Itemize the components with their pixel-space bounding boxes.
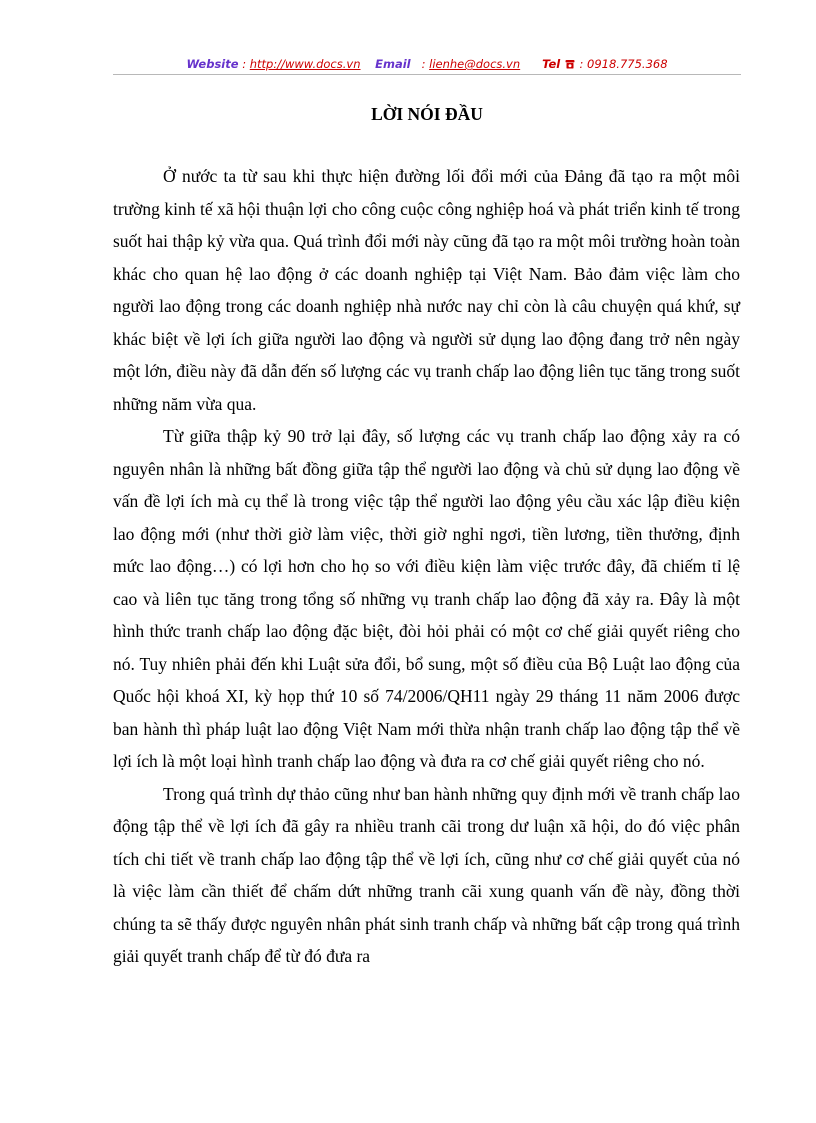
email-spacer <box>364 57 371 71</box>
paragraph-3: Trong quá trình dự thảo cũng như ban hành những quy định mới về tranh chấp lao động tập thể về lợi ích đã gây ra nhiều tranh cãi trong dư luận xã hội, do đó việc phân tích chi tiết về tranh chấp lao động tập thể về lợi ích, cũng như cơ chế giải quyết của nó là việc làm cần thiết để chấm dứt những tranh cãi xung quanh vấn đề này, đồng thời chúng ta sẽ thấy được nguyên nhân phát sinh tranh chấp và những bất cập trong quá trình giải quyết tranh chấp để từ đó đưa ra <box>113 783 740 966</box>
website-label: Website <box>186 57 239 71</box>
paragraph-2: Từ giữa thập kỷ 90 trở lại đây, số lượng các vụ tranh chấp lao động xảy ra có nguyên nhân là những bất đồng giữa tập thể người lao động và chủ sử dụng lao động về vấn đề lợi ích mà cụ thể là trong việc tập thể người lao động yêu cầu xác lập điều kiện lao động mới (như thời giờ làm việc, thời giờ nghỉ ngơi, tiền lương, tiền thưởng, định mức lao động…) có lợi hơn cho họ so với điều kiện làm việc trước đây, đã chiếm tỉ lệ cao và liên tục tăng trong tổng số những vụ tranh chấp lao động đã xảy ra. Đây là một hình thức tranh chấp lao động đặc biệt, đòi hỏi phải có một cơ chế giải quyết riêng cho nó. Tuy nhiên phải đến khi Luật sửa đổi, bổ sung, một số điều của Bộ Luật lao động của Quốc hội khoá XI, kỳ họp thứ 10 số 74/2006/QH11 ngày 29 tháng 11 năm 2006 được ban hành thì pháp luật lao động Việt Nam mới thừa nhận tranh chấp lao động tập thể về lợi ích là một loại hình tranh chấp lao động và đưa ra cơ chế giải quyết riêng cho nó. <box>113 426 740 771</box>
tel-value: : 0918.775.368 <box>579 57 668 71</box>
email-separator: : <box>414 57 430 71</box>
tel-spacer <box>524 57 539 71</box>
tel-label: Tel <box>542 57 561 71</box>
website-separator: : <box>242 57 250 71</box>
telephone-icon <box>565 59 575 69</box>
email-link[interactable]: lienhe@docs.vn <box>429 57 521 71</box>
email-label: Email <box>375 57 411 71</box>
website-link[interactable]: http://www.docs.vn <box>249 57 361 71</box>
document-body <box>113 160 740 973</box>
page-title: LỜI NÓI ĐẦU <box>371 104 483 124</box>
header-divider <box>113 74 741 75</box>
paragraph-1: Ở nước ta từ sau khi thực hiện đường lối đổi mới của Đảng đã tạo ra một môi trường kinh tế xã hội thuận lợi cho công cuộc công nghiệp hoá và phát triển kinh tế trong suốt hai thập kỷ vừa qua. Quá trình đổi mới này cũng đã tạo ra một môi trường hoàn toàn khác cho quan hệ lao động ở các doanh nghiệp tại Việt Nam. Bảo đảm việc làm cho người lao động trong các doanh nghiệp nhà nước nay chỉ còn là câu chuyện quá khứ, sự khác biệt về lợi ích giữa người lao động và người sử dụng lao động đang trở nên ngày một lớn, điều này đã dẫn đến số lượng các vụ tranh chấp lao động liên tục tăng trong suốt những năm vừa qua. <box>113 166 740 414</box>
page-header <box>113 53 741 75</box>
